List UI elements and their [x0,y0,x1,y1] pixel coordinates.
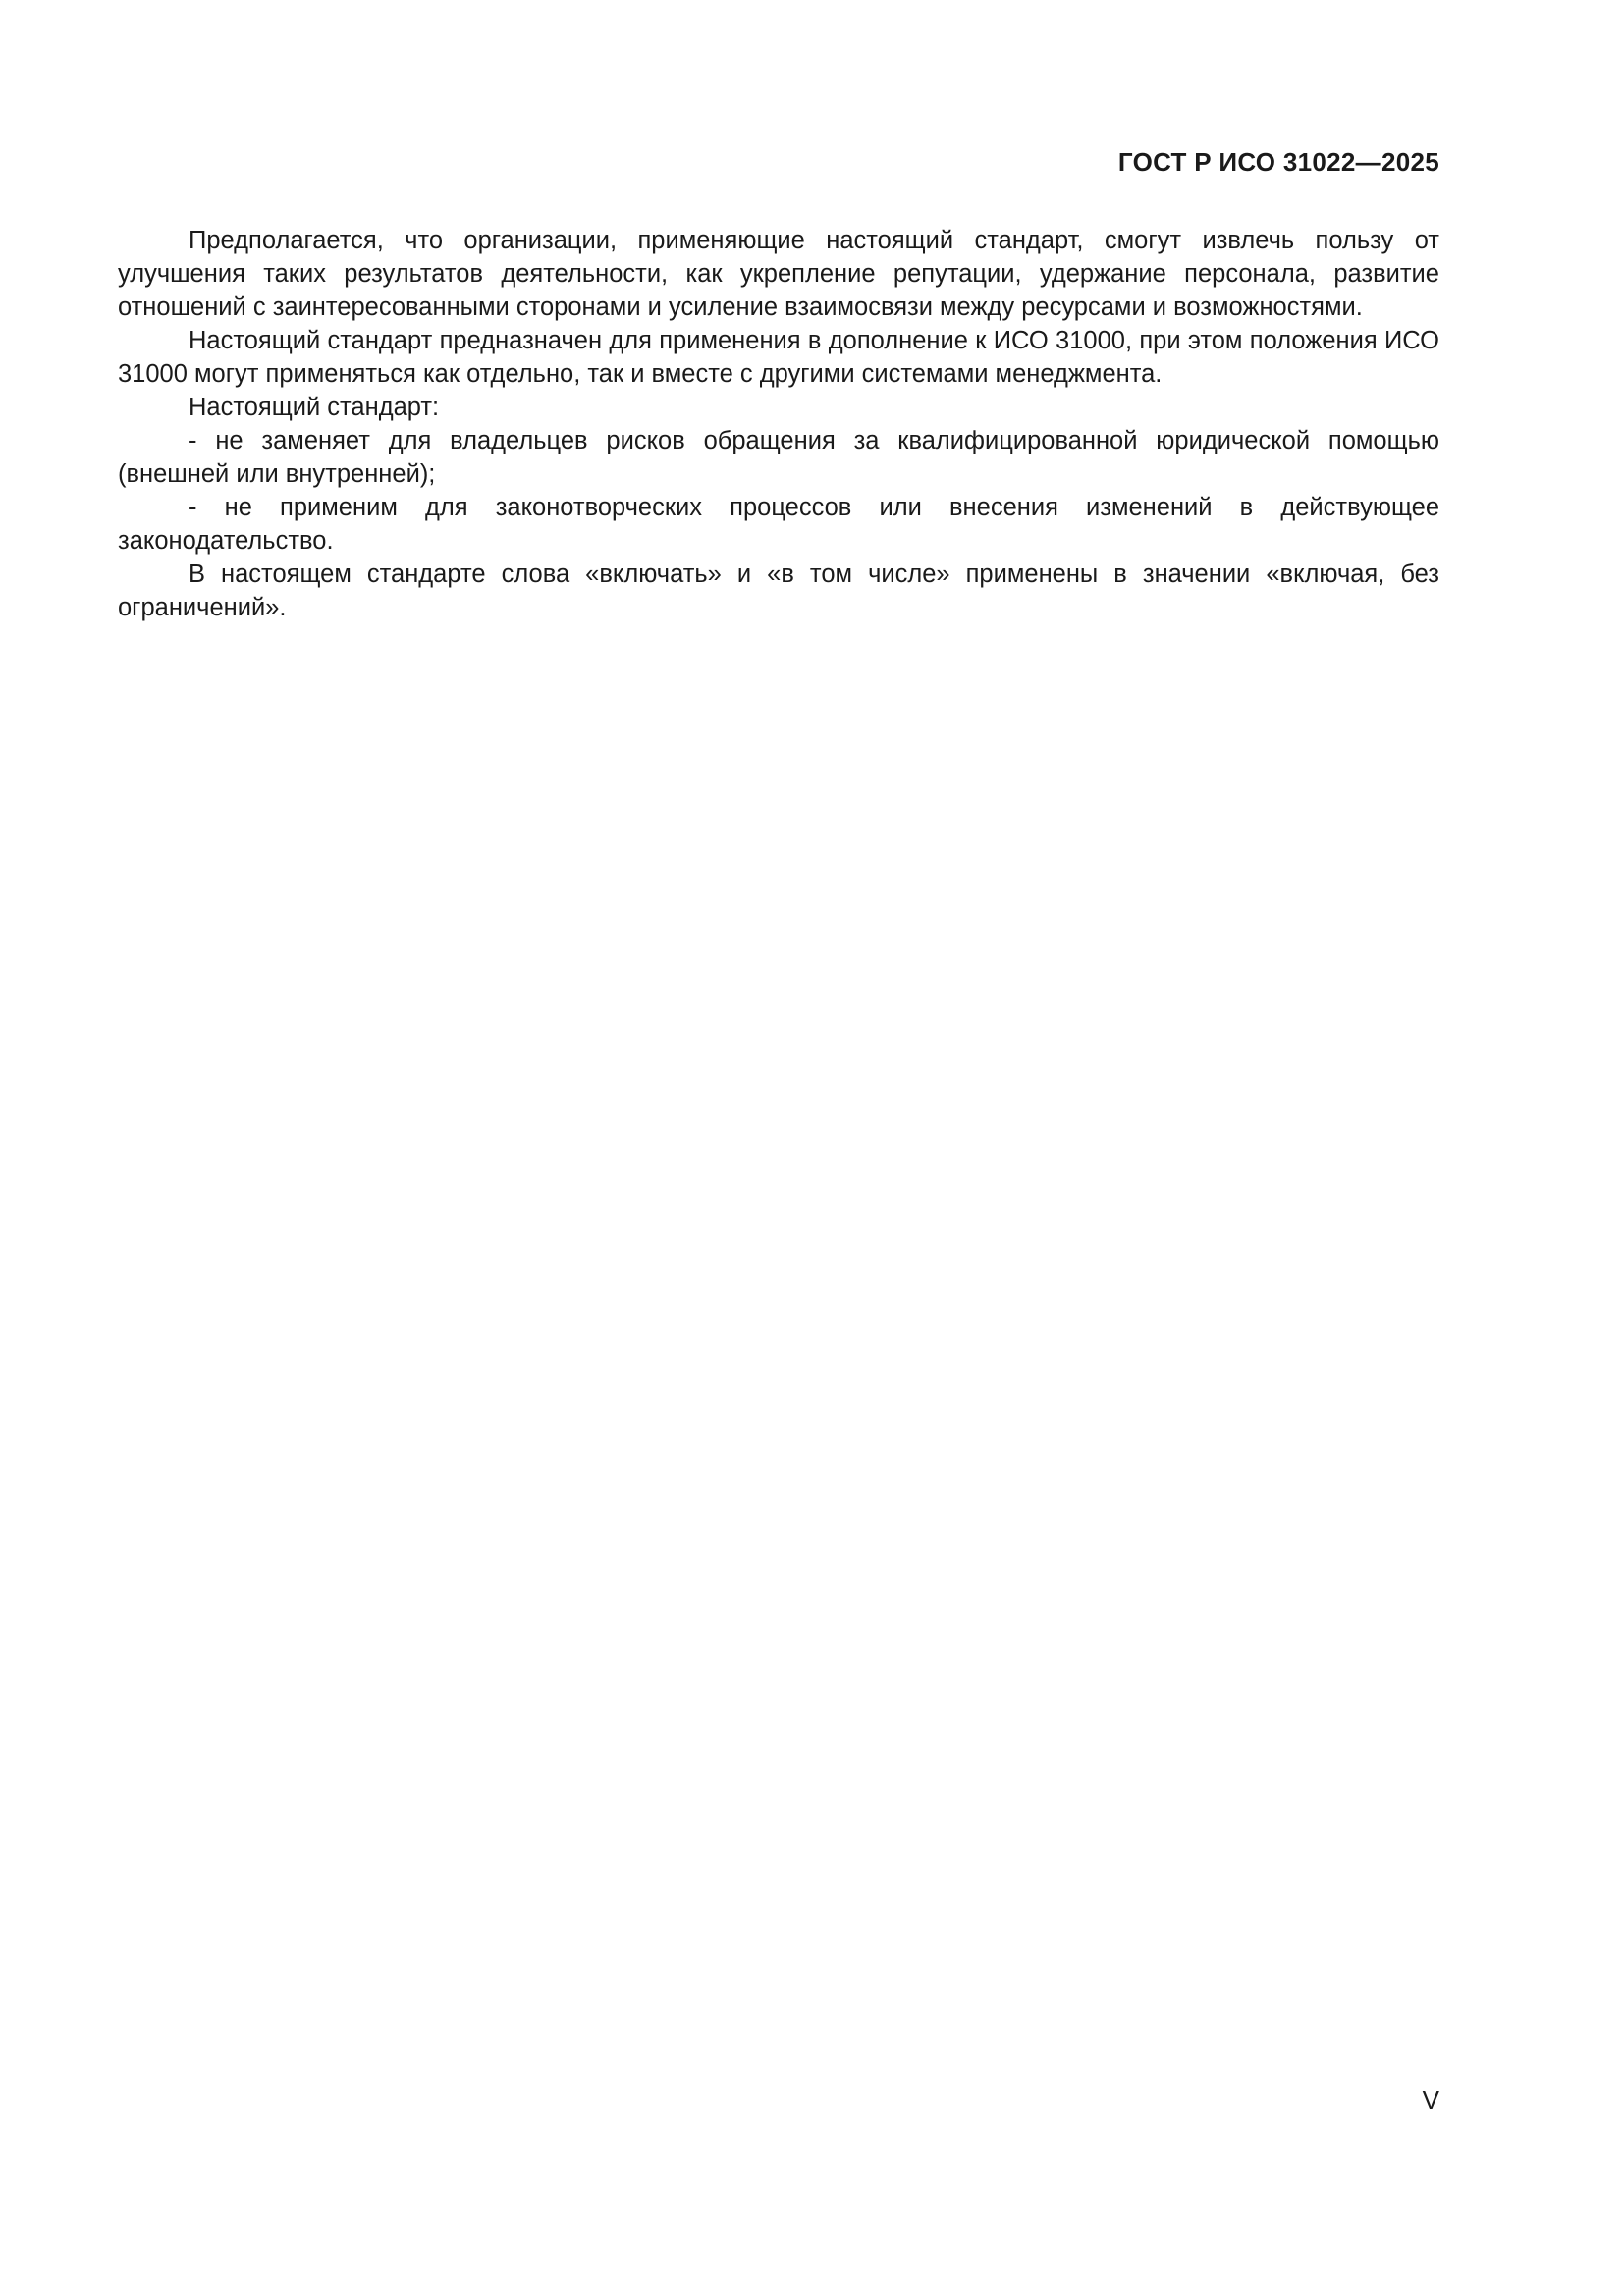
paragraph-list-intro: Настоящий стандарт: [189,394,440,421]
standard-header: ГОСТ Р ИСО 31022—2025 [1117,147,1439,177]
list-item-legislation: - не применим для законотворческих процессов или внесения изменений в действующее законодательство. [118,494,1439,555]
paragraph-terms: В настоящем стандарте слова «включать» и «в том числе» применены в значении «включая, без ограничений». [118,561,1439,621]
paragraph-purpose: Настоящий стандарт предназначен для применения в дополнение к ИСО 31000, при этом положения ИСО 31000 могут применяться как отдельно, так и вместе с другими системами менеджмента. [118,327,1439,388]
list-item-legal-help: - не заменяет для владельцев рисков обращения за квалифицированной юридической помощью (внешней или внутренней); [118,427,1439,488]
page-number: V [1422,2085,1439,2114]
paragraph-benefits: Предполагается, что организации, применяющие настоящий стандарт, смогут извлечь пользу от улучшения таких результатов деятельности, как укрепление репутации, удержание персонала, развитие отношений с заинтересованными сторонами и усиление взаимосвязи между ресурсами и возможностями. [118,227,1439,321]
body-text [118,224,1439,624]
